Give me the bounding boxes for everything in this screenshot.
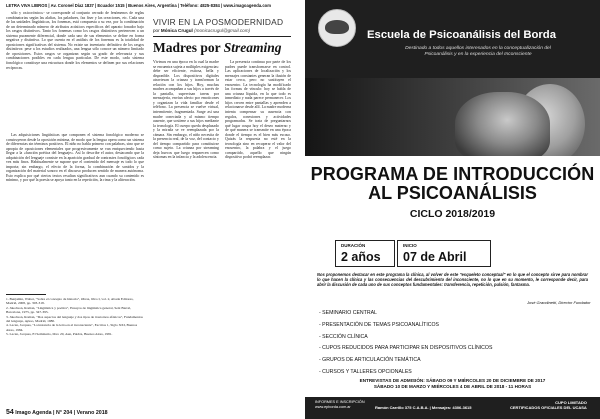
duration-box: [335, 240, 395, 267]
activity-item: - SECCIÓN CLÍNICA: [319, 333, 368, 340]
school-name: Escuela de Psicoanálisis del Borda: [367, 29, 556, 41]
school-subtitle: Destinado a todos aquellos interesados en la conceptualización del Psicoanálisis y en la experiencia del Inconsciente: [405, 46, 551, 57]
section-heading: [153, 17, 291, 33]
activity-item: - CURSOS Y TALLERES OPCIONALES: [319, 368, 412, 375]
activity-item: - PRESENTACIÓN DE TEMAS PSICOANALÍTICOS: [319, 321, 440, 328]
duration-value: 2 años: [341, 250, 381, 264]
footnote-4: 4. Lacan, Jacques, "La instancia de la letra en el inconsciente", Escritos 1, Siglo XXI, Buenos Aires, 1984.: [6, 323, 138, 332]
admission-dates-line1: ENTREVISTAS DE ADMISIÓN: SÁBADO 09 Y MIÉRCOLES 20 DE DICIEMBRE DE 2017: [359, 378, 546, 383]
start-value: 07 de Abril: [403, 250, 467, 264]
contact-info: [315, 400, 365, 410]
program-title-line2: AL PSICOANÁLISIS: [368, 183, 537, 203]
start-box: [397, 240, 491, 267]
article-paragraph-2: La presencia continua por parte de los padres puede transformarse en control. Las aplicaciones de localización y los mensajes constantes generan la ilusión de estar cerca, pero no sustituyen el encuentro. La tecnología ha modificado las formas de vínculo: hoy se habla de una crianza líquida, en la que todo es inmediato y nada parece permanecer. Los hijos crecen entre pantallas y aprenden a relacionarse desde allí. La madre moderna intenta compensar su ausencia con regalos, conexiones y actividades programadas. Se trata de preguntarnos qué lugar ocupa hoy el deseo materno y de qué manera se transmite en una época donde el tiempo es el bien más escaso. Quizás la respuesta no esté en la tecnología sino en recuperar el valor del encuentro, la palabra y el juego compartido, aquello que ningún dispositivo podrá reemplazar.: [225, 60, 291, 160]
contact-website[interactable]: www.epborda.com.ar: [315, 405, 351, 409]
page-footer: [6, 409, 108, 416]
duration-label: DURACIÓN: [341, 243, 366, 248]
director-signature: José Grandinetti, Director Fundador: [527, 300, 591, 305]
activity-item: - SEMINARIO CENTRAL: [319, 310, 377, 316]
author-prefix: por: [153, 28, 160, 33]
program-title-block: [305, 156, 600, 222]
article-column-1: [153, 60, 219, 405]
contact-label: INFORMES E INSCRIPCIÓN: [315, 400, 365, 404]
footnote-2: 2. Jakobson, Roman, "Lingüística y poética", Ensayos de lingüística general, Seix Barral, Barcelona, 1975, pp. 347-395.: [6, 305, 132, 315]
page-number: 54: [6, 409, 14, 416]
program-info-row: [335, 240, 575, 265]
admission-dates: [317, 378, 588, 390]
footnote-5: 5. Lacan, Jacques, El Seminario, libro 20, Aun, Paidós, Buenos Aires, 1981.: [6, 332, 113, 337]
school-logo-icon: [318, 9, 356, 47]
footnote-3: 3. Jakobson, Roman, "Dos aspectos del lenguaje y dos tipos de trastornos afásicos", Fundamentos del lenguaje, Ayuso, Madrid, 1980.: [6, 314, 143, 324]
article-column-2: [225, 60, 291, 405]
notes-divider: [6, 294, 46, 295]
section-title: VIVIR EN LA POSMODERNIDAD: [153, 17, 284, 27]
author-email: (monicacrugul@gmail.com): [194, 28, 251, 33]
advertisement: [305, 0, 600, 419]
activity-item: - GRUPOS DE ARTICULACIÓN TEMÁTICA: [319, 357, 421, 364]
activity-item: - CUPOS REDUCIDOS PARA PARTICIPAR EN DISPOSITIVOS CLÍNICOS: [319, 345, 493, 352]
article-title-italic: Streaming: [223, 40, 282, 55]
article-title-prefix: Madres por: [153, 40, 221, 55]
left-paragraph-2: Las adquisiciones lingüísticas que componen el sistema fonológico moderno se construyeron desde la oposición mínima, de modo que la lengua opera como un sistema de diferencias sin términos positivos. El niño no habla primero con palabras, sino que se apropia de oposiciones elementales que progresivamente se van enriqueciendo hasta llegar a la «función poética del lenguaje». Así lo describe el autor, destacando que la adquisición del lenguaje consiste en la aparición gradual de contrastes fonológicos cada vez más finos. Habitualmente se supone que el contenido del mensaje es todo lo que importa; sin embargo, el efecto de la forma, la combinación de sonidos y la organización del material sonoro en el discurso producen sentido de manera autónoma. Esto explica por qué ciertos textos resultan significativos aun cuando su contenido es mínimo, y por qué la poesía se apoya tanto en la repetición, la rima y la aliteración.: [6, 133, 144, 183]
program-activities-list: [319, 308, 589, 379]
program-cycle: CICLO 2018/2019: [409, 208, 496, 220]
author-name: Mónica Crugul: [160, 28, 193, 33]
admission-dates-line2: SÁBADO 10 DE MARZO Y MIÉRCOLES 4 DE ABRIL DE 2018 - 11 HORAS: [373, 384, 532, 389]
contact-notes: [510, 400, 587, 410]
page-header: LETRA VIVA LIBROS | Av. Coronel Díaz 1837 | Ecuador 1515 | Buenos Aires, Argentina | Teléfono: 4825-8384 | www.imagoagenda.com: [6, 3, 271, 8]
issue-info: Imago Agenda | N° 204 | Verano 2018: [15, 410, 108, 416]
program-description: Nos proponemos destacar en este programa la clínica, al volver de este "esqueleto conceptual" en lo que el concepto sirve para nombrar lo que hacen la clínica y las consecuencias del descubrimiento del inconsciente, no lo que en su momento, le corresponde decir, para abrir la discusión de cada uno de sus conceptos fundamentales: transferencia, repetición, pulsión, fantasma.: [317, 272, 588, 287]
ad-header-band: [305, 0, 600, 78]
footnotes: [6, 297, 144, 337]
article-paragraph-1: Vivimos en una época en la cual la madre se encuentra sujeta a múltiples exigencias: debe ser eficiente, exitosa, bella y disponible. Los dispositivos digitales atraviesan la crianza y transforman la relación con los hijos. Hoy, muchas madres acompañan a sus hijos a través de la pantalla, supervisan tareas por mensajería, envían afecto por emoticones y organizan la vida familiar desde el teléfono. La presencia se vuelve virtual, intermitente, fragmentada. Surge así una madre conectada y al mismo tiempo ausente, que sostiene a sus hijos mediante la tecnología. El cuerpo queda desplazado y la mirada se ve reemplazada por la cámara. Sin embargo, el niño necesita de la presencia real, de la voz, del contacto y del tiempo compartido para constituirse como sujeto. La crianza por streaming deja huecos que luego reaparecen como síntomas en la infancia y la adolescencia.: [153, 60, 219, 160]
certificates: CERTIFICADOS OFICIALES DEL UCASA: [510, 405, 587, 410]
footnote-1: 1. Benjamin, Walter, "Sobre el concepto de historia", Obras, libro I, vol. 2, Abada Editores, Madrid, 2008, pp. 303-318.: [6, 297, 134, 306]
limited-spots: CUPO LIMITADO: [555, 400, 587, 405]
section-author: [153, 28, 291, 33]
left-column-text-bottom: [6, 133, 144, 293]
contact-address: Ramón Carrillo 375 C.A.B.A. | Mensajes: 4306-3615: [375, 405, 472, 410]
left-paragraph-1: sólo y oxicorónico»- se corresponde al conjunto cerrado de fenómenos de reglas combinatorias según las alafias, los paladares, fax fiser y las creaciones, etc. Cada una de las unidades lingüísticas, los fonemas, está compuesta a su vez, por la combinación de un determinado número de atributos acústicos específicos del aparato fonador bajo los rasgos distintivos. Tanto los fonemas como los rasgos distintivos pertenecen a un sistema puramente diferencial, donde cada uno de sus elementos se define en forma negativa y distintiva. Lo que cuenta en el análisis de los fonemas es la totalidad de oposiciones significativas del sistema. No existe un inventario definitivo de los rasgos distintivos: pese a los estudios realizados, una lengua sólo conoce un número limitado de oposiciones. Estos rasgos se organizan según su grado de relevancia y sus combinaciones posibles en cada lengua particular. De este modo, cada sistema fonológico constituye una estructura donde los elementos se definen por sus relaciones recíprocas.: [6, 11, 144, 70]
article-title: [153, 40, 282, 56]
portrait-shape: [455, 92, 550, 162]
ad-contact-band: [305, 397, 600, 419]
program-title-line1: PROGRAMA DE INTRODUCCIÓN: [310, 164, 595, 184]
heading-divider: [153, 36, 291, 37]
left-column-text-top: [6, 11, 144, 132]
start-label: INICIO: [403, 243, 417, 248]
